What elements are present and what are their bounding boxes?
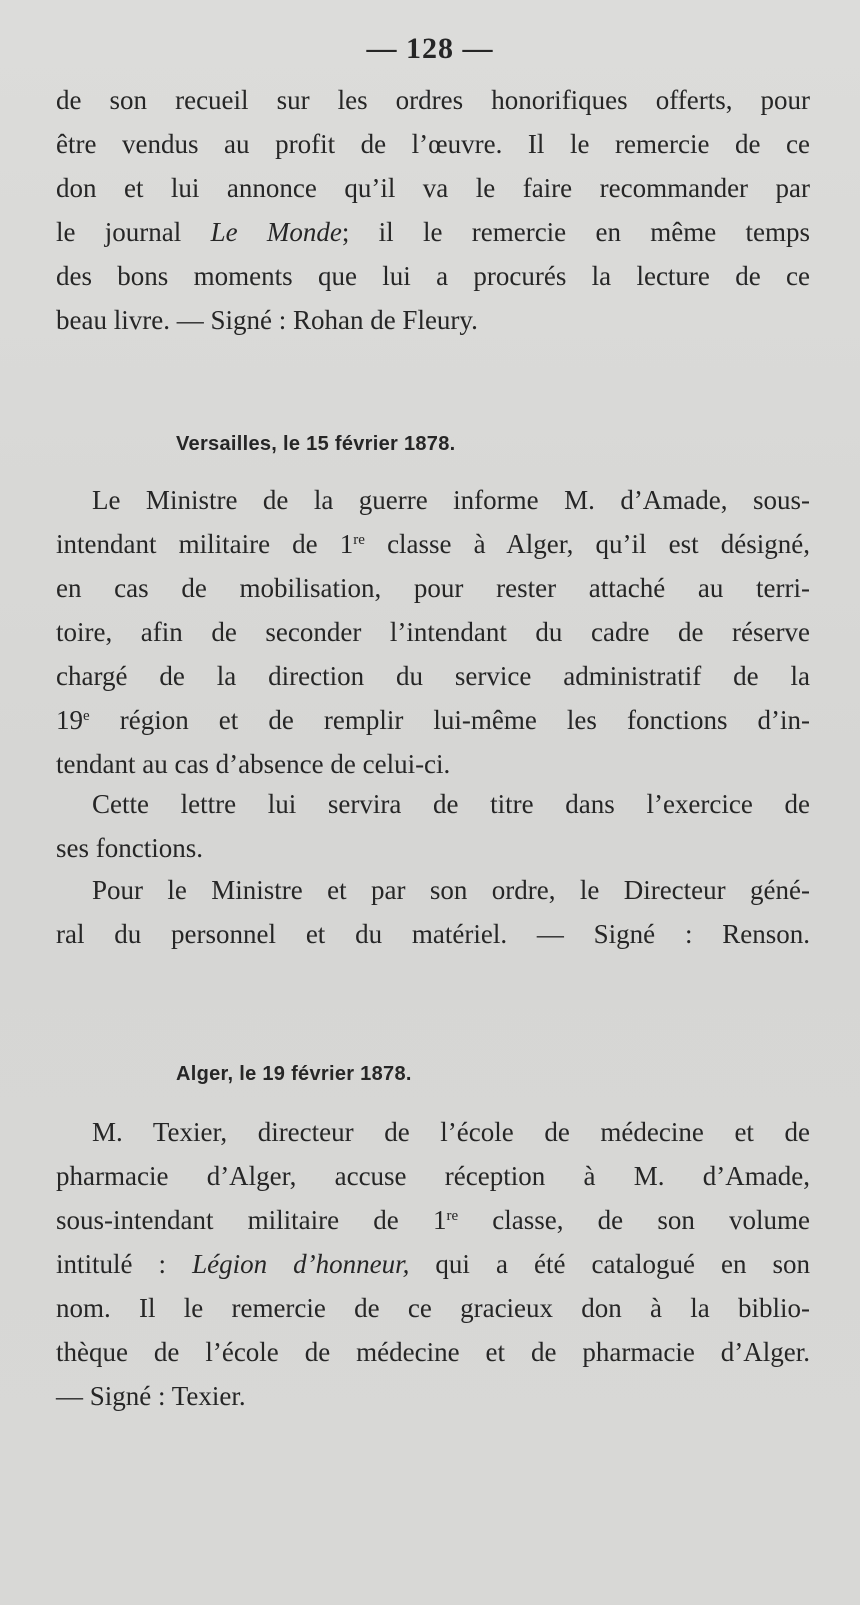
text-line: ses fonctions. xyxy=(56,833,203,863)
paragraph-texier xyxy=(56,1110,810,1418)
dateline-alger: Alger, le 19 février 1878. xyxy=(176,1063,412,1085)
text-line: Pour le Ministre et par son ordre, le Directeur géné- xyxy=(92,875,810,905)
paragraph-signature-renson xyxy=(56,868,810,956)
text-line: des bons moments que lui a procurés la lecture de ce xyxy=(56,261,810,291)
text-line: nom. Il le remercie de ce gracieux don à la biblio- xyxy=(56,1293,810,1323)
text-line: don et lui annonce qu’il va le faire recommander par xyxy=(56,173,810,203)
paragraph-ministre xyxy=(56,478,810,786)
dateline-versailles: Versailles, le 15 février 1878. xyxy=(176,433,456,455)
text-line: 19e région et de remplir lui-même les fonctions d’in- xyxy=(56,705,810,735)
text-line: tendant au cas d’absence de celui-ci. xyxy=(56,749,451,779)
journal-title: Le Monde xyxy=(210,217,342,247)
text-line: de son recueil sur les ordres honorifiques offerts, pour xyxy=(56,85,810,115)
text-line: sous-intendant militaire de 1re classe, de son volume xyxy=(56,1205,810,1235)
text-line: le journal Le Monde; il le remercie en même temps xyxy=(56,217,811,247)
text-line: chargé de la direction du service administratif de la xyxy=(56,661,810,691)
text-line: Le Ministre de la guerre informe M. d’Amade, sous- xyxy=(92,485,810,515)
paragraph-continuation xyxy=(56,78,810,342)
text-line: M. Texier, directeur de l’école de médecine et de xyxy=(92,1117,810,1147)
text-line: intendant militaire de 1re classe à Alger, qu’il est désigné, xyxy=(56,529,810,559)
page-number: — 128 — xyxy=(366,32,494,65)
text-line: beau livre. — Signé : Rohan de Fleury. xyxy=(56,305,478,335)
text-line: ral du personnel et du matériel. — Signé : Renson. xyxy=(56,919,810,949)
text-line: être vendus au profit de l’œuvre. Il le remercie de ce xyxy=(56,129,810,159)
text-line: Cette lettre lui servira de titre dans l’exercice de xyxy=(92,789,810,819)
paragraph-lettre xyxy=(56,782,810,870)
text-line: intitulé : Légion d’honneur, qui a été catalogué en son xyxy=(56,1249,810,1279)
text-line: toire, afin de seconder l’intendant du cadre de réserve xyxy=(56,617,810,647)
text-line: en cas de mobilisation, pour rester attaché au terri- xyxy=(56,573,810,603)
text-line: pharmacie d’Alger, accuse réception à M. d’Amade, xyxy=(56,1161,810,1191)
text-line: thèque de l’école de médecine et de pharmacie d’Alger. xyxy=(56,1337,810,1367)
volume-title: Légion d’honneur, xyxy=(192,1249,410,1279)
text-line: — Signé : Texier. xyxy=(56,1381,246,1411)
